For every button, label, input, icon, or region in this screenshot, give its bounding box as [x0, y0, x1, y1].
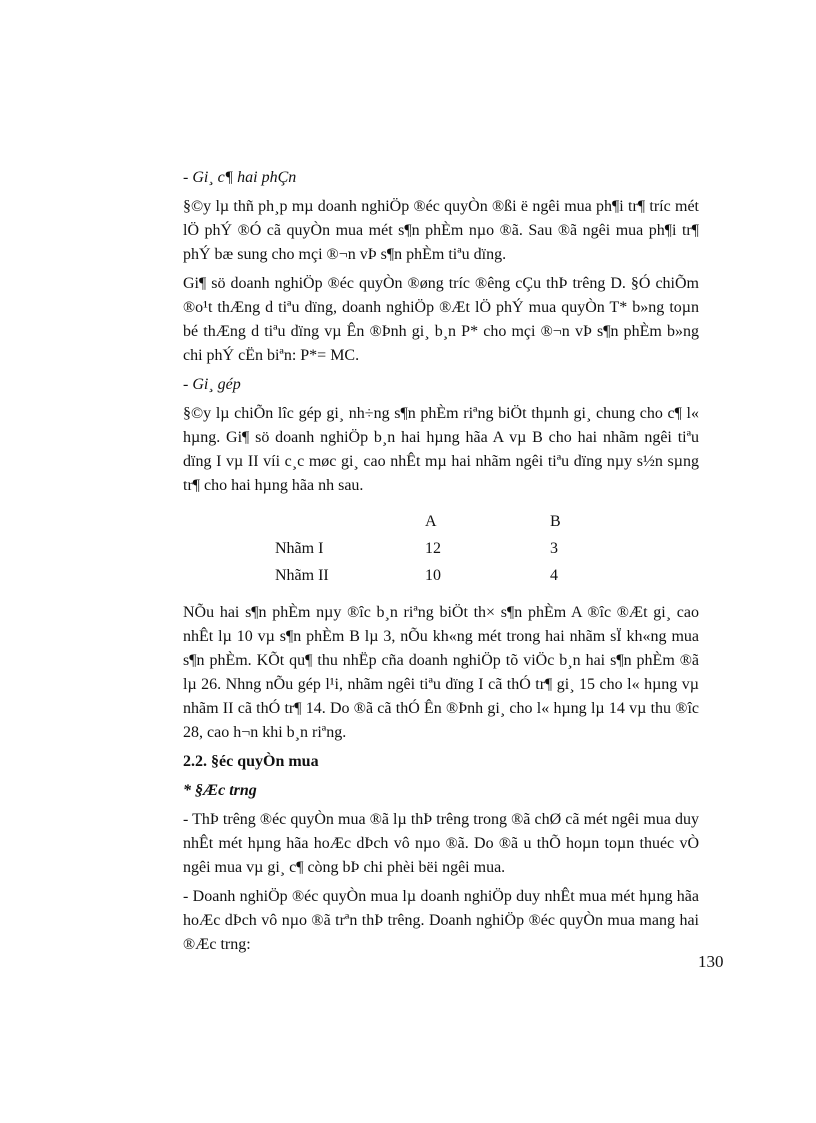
paragraph-monopsony-firm: - Doanh nghiÖp ®éc quyÒn mua lµ doanh nghiÖp duy nhÊt mua mét hµng hãa hoÆc dÞch vô nµo ®ã trªn thÞ trêng. Doanh nghiÖp ®éc quyÒn mua mang hai ®Æc trng:: [183, 888, 699, 953]
table-header-row: [275, 508, 610, 535]
table-cell: Nhãm I: [275, 539, 324, 557]
paragraph-monopsony-market: - ThÞ trêng ®éc quyÒn mua ®ã lµ thÞ trêng trong ®ã chØ cã mét ngêi mua duy nhÊt mét hµng hãa hoÆc dÞch vô nµo ®ã. Do ®ã u thÕ hoµn toµn thuéc vÒ ngêi mua vµ gi¸ c¶ còng bÞ chi phèi bëi ngêi mua.: [183, 811, 699, 876]
table-header-cell: A: [425, 512, 437, 530]
table-cell: 4: [550, 566, 558, 584]
section-heading-monopsony: 2.2. §éc quyÒn mua: [183, 753, 319, 770]
subheading-characteristics: * §Æc trng: [183, 782, 257, 799]
table-cell: 12: [425, 539, 441, 557]
table-row: [275, 535, 610, 562]
subheading-bundling: - Gi¸ gép: [183, 376, 241, 393]
table-header-cell: [275, 508, 425, 535]
table-header-cell: B: [550, 512, 561, 530]
page-number: 130: [698, 952, 724, 971]
table-cell: Nhãm II: [275, 566, 329, 584]
subheading-two-part-pricing: - Gi¸ c¶ hai phÇn: [183, 169, 297, 186]
paragraph-two-part-definition: §©y lµ thñ ph¸p mµ doanh nghiÖp ®éc quyÒn ®ßi ë ngêi mua ph¶i tr¶ tríc mét lÖ phÝ ®Ó cã quyÒn mua mét s¶n phÈm nµo ®ã. Sau ®ã ngêi mua ph¶i tr¶ phÝ bæ sung cho mçi ®¬n vÞ s¶n phÈm tiªu dïng.: [183, 198, 699, 263]
table-cell: 10: [425, 566, 441, 584]
table-cell: 3: [550, 539, 558, 557]
table-row: [275, 562, 610, 589]
paragraph-bundling-example: NÕu hai s¶n phÈm nµy ®îc b¸n riªng biÖt th× s¶n phÈm A ®îc ®Æt gi¸ cao nhÊt lµ 10 vµ s¶n phÈm B lµ 3, nÕu kh«ng mét trong hai nhãm sÏ kh«ng mua s¶n phÈm. KÕt qu¶ thu nhËp cña doanh nghiÖp tõ viÖc b¸n hai s¶n phÈm ®ã lµ 26. Nhng nÕu gép l¹i, nhãm ngêi tiªu dïng I cã thÓ tr¶ gi¸ 15 cho l« hµng vµ nhãm II cã thÓ tr¶ 14. Do ®ã cã thÓ Ên ®Þnh gi¸ cho l« hµng lµ 14 vµ thu ®îc 28, cao h¬n khi b¸n riªng.: [183, 604, 699, 741]
reservation-price-table: [275, 508, 610, 589]
paragraph-bundling-definition: §©y lµ chiÕn lîc gép gi¸ nh÷ng s¶n phÈm riªng biÖt thµnh gi¸ chung cho c¶ l« hµng. Gi¶ sö doanh nghiÖp b¸n hai hµng hãa A vµ B cho hai nhãm ngêi tiªu dïng I vµ II víi c¸c møc gi¸ cao nhÊt mµ hai nhãm ngêi tiªu dïng nµy s½n sµng tr¶ cho hai hµng hãa nh sau.: [183, 405, 699, 494]
page-body: [183, 166, 699, 962]
paragraph-two-part-example: Gi¶ sö doanh nghiÖp ®éc quyÒn ®øng tríc ®êng cÇu thÞ trêng D. §Ó chiÕm ®o¹t thÆng d tiªu dïng, doanh nghiÖp ®Æt lÖ phÝ mua quyÒn T* b»ng toµn bé thÆng d tiªu dïng vµ Ên ®Þnh gi¸ b¸n P* cho mçi ®¬n vÞ s¶n phÈm b»ng chi phÝ cËn biªn: P*= MC.: [183, 275, 699, 364]
